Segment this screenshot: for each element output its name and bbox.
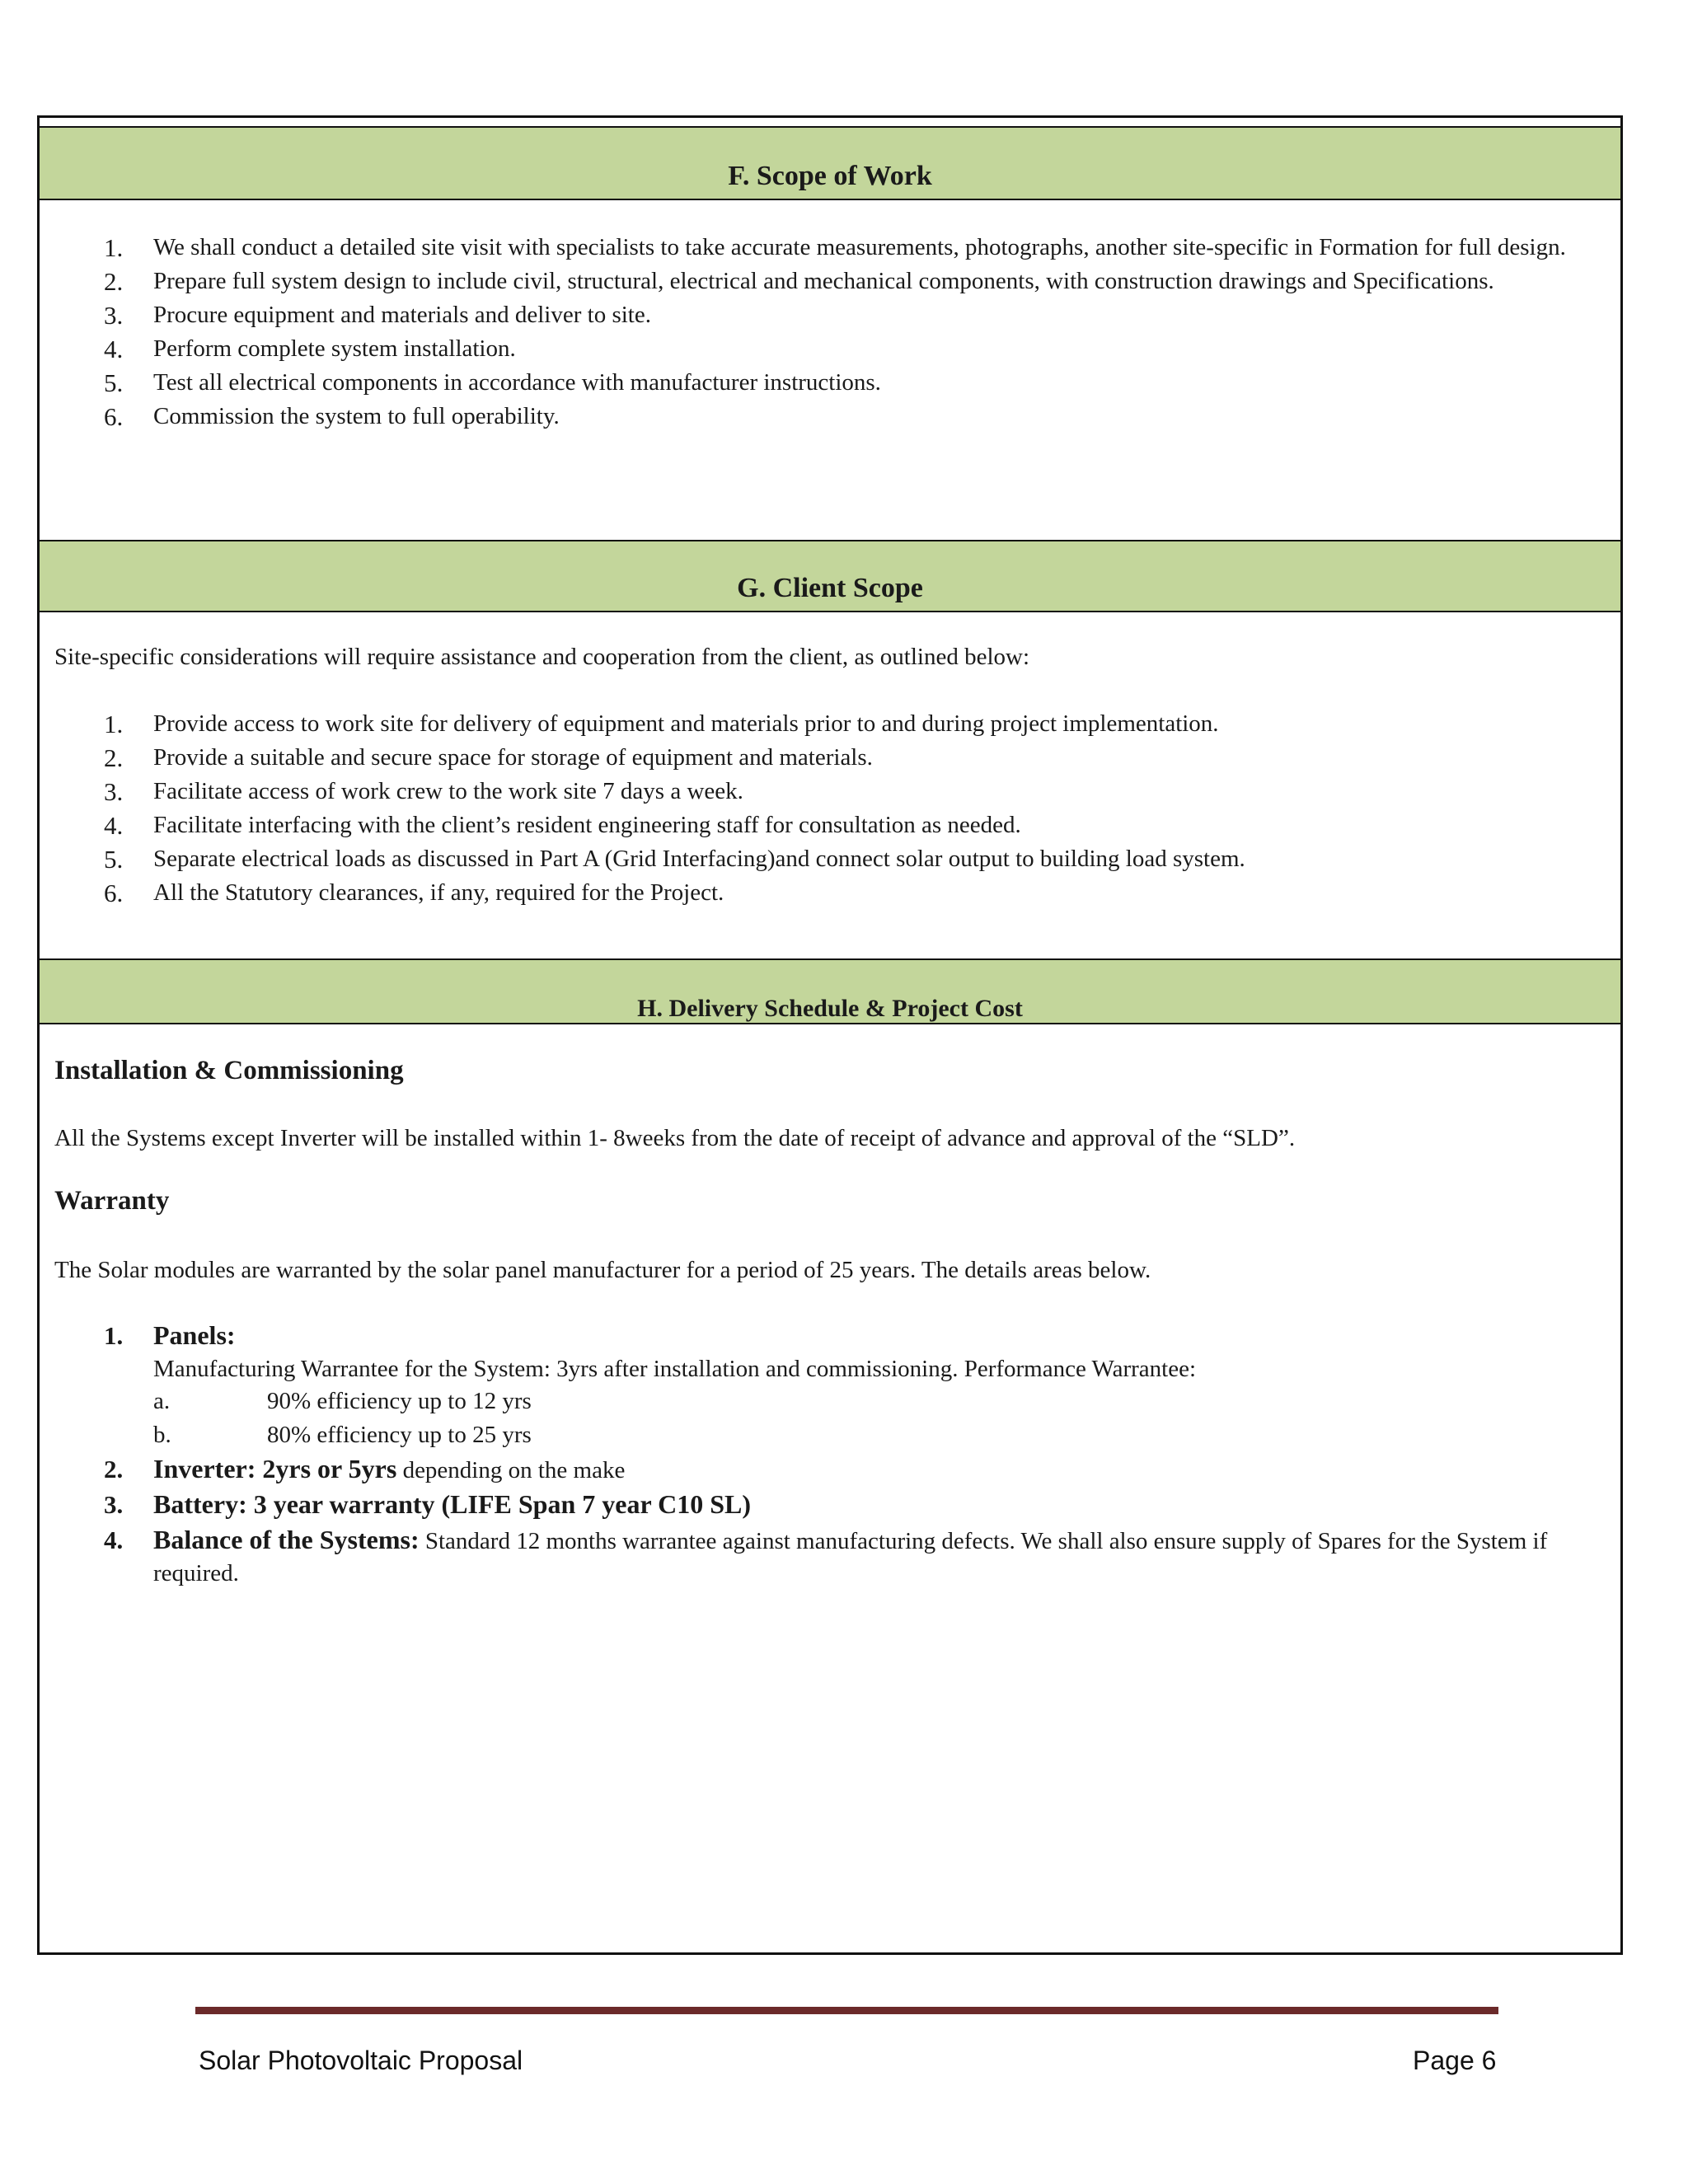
section-g-body xyxy=(40,612,1620,958)
client-scope-list xyxy=(40,708,1571,911)
document-frame xyxy=(37,115,1623,1955)
warranty-item-label: Panels: xyxy=(153,1320,236,1350)
section-g-header xyxy=(40,540,1620,612)
list-item: 6. All the Statutory clearances, if any, required for the Project. xyxy=(104,879,724,907)
list-item: 3. Procure equipment and materials and deliver to site. xyxy=(104,301,651,330)
list-item: a. 90% efficiency up to 12 yrs xyxy=(153,1388,532,1414)
list-item: 4. Balance of the Systems: Standard 12 months warrantee against manufacturing defects. We shall also ensure supply of Spares for the System if required. xyxy=(104,1525,1548,1586)
installation-text: All the Systems except Inverter will be installed within 1- 8weeks from the date of receipt of advance and approval of the “SLD”. xyxy=(54,1125,1296,1151)
list-item: 4. Facilitate interfacing with the client’s resident engineering staff for consultation as needed. xyxy=(104,811,1021,840)
section-h-body xyxy=(40,1024,1620,1941)
list-item: 2. Prepare full system design to include civil, structural, electrical and mechanical components, with construction drawings and Specifications. xyxy=(104,267,1494,296)
panels-efficiency-list xyxy=(153,1385,1571,1451)
footer-document-title: Solar Photovoltaic Proposal xyxy=(199,2046,523,2075)
list-item: 1. We shall conduct a detailed site visit with specialists to take accurate measurements, photographs, another site-specific in Formation for full design. xyxy=(104,233,1566,262)
section-g-title: G. Client Scope xyxy=(737,573,923,603)
scope-of-work-list xyxy=(40,232,1571,434)
list-item: 5. Test all electrical components in accordance with manufacturer instructions. xyxy=(104,368,881,397)
warranty-item-label: Balance of the Systems: xyxy=(153,1525,420,1554)
list-item: 3. Facilitate access of work crew to the work site 7 days a week. xyxy=(104,777,743,806)
footer-page-number: Page 6 xyxy=(1413,2046,1497,2075)
warranty-heading: Warranty xyxy=(54,1186,170,1216)
warranty-text: The Solar modules are warranted by the solar panel manufacturer for a period of 25 years. The details areas below. xyxy=(54,1257,1151,1283)
list-item: 2. Provide a suitable and secure space for storage of equipment and materials. xyxy=(104,743,873,772)
list-item: 1. Provide access to work site for delivery of equipment and materials prior to and during project implementation. xyxy=(104,710,1219,738)
list-item: 1. Panels: Manufacturing Warrantee for the System: 3yrs after installation and commissioning. Performance Warrantee: a. 90% efficiency up to 12 yrs b. 80% efficiency up to 25 yrs xyxy=(40,1319,1571,1451)
top-gap xyxy=(40,118,1620,128)
installation-heading: Installation & Commissioning xyxy=(54,1056,404,1085)
footer-divider xyxy=(195,2007,1498,2014)
section-f-body xyxy=(40,200,1620,540)
section-f-title: F. Scope of Work xyxy=(728,161,932,191)
panels-warranty-description: Manufacturing Warrantee for the System: 3yrs after installation and commissioning. Performance Warrantee: xyxy=(153,1356,1197,1382)
list-item: 6. Commission the system to full operability. xyxy=(104,402,560,431)
list-item: 5. Separate electrical loads as discussed in Part A (Grid Interfacing)and connect solar output to building load system. xyxy=(104,845,1245,874)
section-h-title: H. Delivery Schedule & Project Cost xyxy=(637,995,1023,1022)
section-f-header xyxy=(40,128,1620,200)
warranty-list xyxy=(40,1319,1571,1591)
client-scope-intro: Site-specific considerations will require assistance and cooperation from the client, as outlined below: xyxy=(54,644,1029,670)
list-item: 3. Battery: 3 year warranty (LIFE Span 7 year C10 SL) xyxy=(104,1489,751,1519)
warranty-item-label: Inverter: 2yrs or 5yrs xyxy=(153,1454,397,1483)
list-item: 2. Inverter: 2yrs or 5yrs depending on the make xyxy=(104,1454,626,1483)
section-h-header xyxy=(40,958,1620,1024)
warranty-item-label: Battery: 3 year warranty (LIFE Span 7 year C10 SL) xyxy=(153,1489,751,1519)
list-item: b. 80% efficiency up to 25 yrs xyxy=(153,1422,532,1448)
list-item: 4. Perform complete system installation. xyxy=(104,335,516,363)
